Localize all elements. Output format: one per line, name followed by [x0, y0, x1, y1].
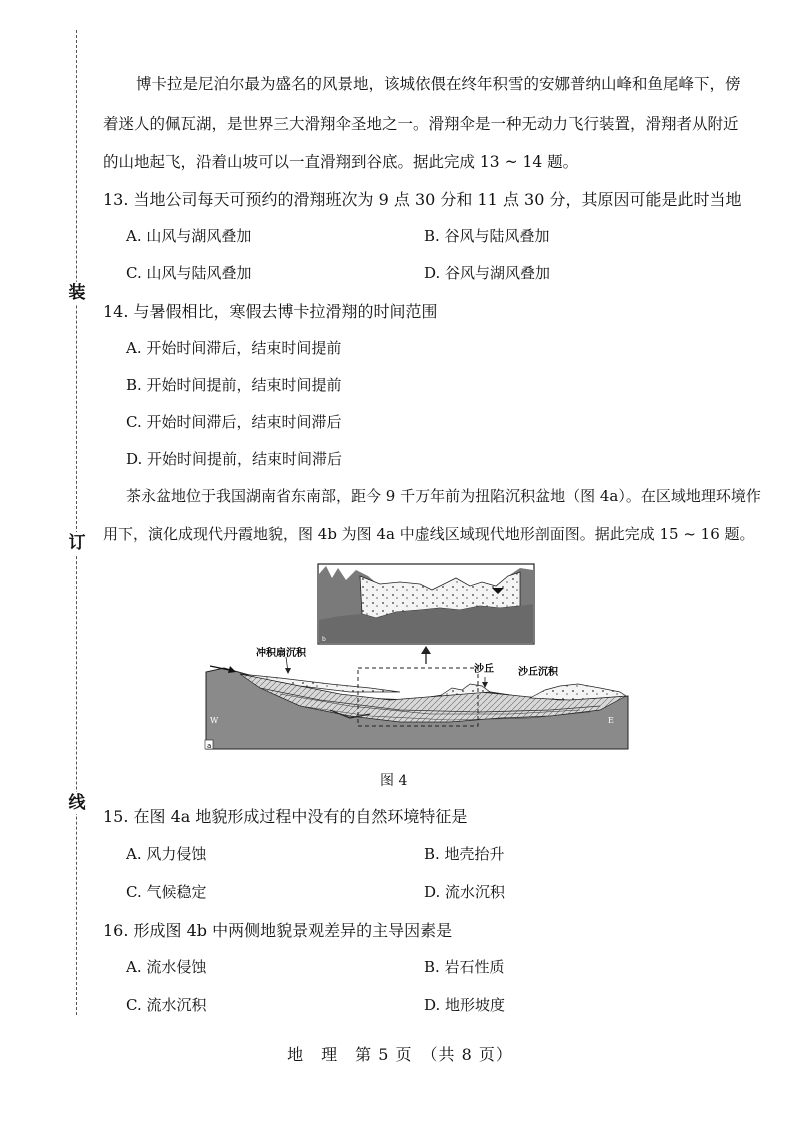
- passage1-line2: 着迷人的佩瓦湖，是世界三大滑翔伞圣地之一。滑翔伞是一种无动力飞行装置，滑翔者从附近: [103, 115, 739, 133]
- q13-option-d: D. 谷风与湖风叠加: [424, 264, 551, 282]
- passage1-line3: 的山地起飞，沿着山坡可以一直滑翔到谷底。据此完成 13 ~ 14 题。: [103, 153, 579, 171]
- binding-mark-xian: 线: [66, 792, 88, 814]
- label-dune-deposit: 沙丘沉积: [518, 667, 558, 678]
- q14-option-a: A. 开始时间滞后，结束时间提前: [126, 339, 342, 357]
- q15-stem: 15. 在图 4a 地貌形成过程中没有的自然环境特征是: [103, 807, 468, 826]
- q16-option-a: A. 流水侵蚀: [126, 958, 207, 976]
- q13-option-c: C. 山风与陆风叠加: [126, 264, 252, 282]
- q16-option-c: C. 流水沉积: [126, 996, 207, 1014]
- binding-mark-zhuang: 装: [66, 282, 88, 304]
- label-dune: 沙丘: [474, 664, 494, 675]
- q14-stem: 14. 与暑假相比，寒假去博卡拉滑翔的时间范围: [103, 302, 438, 321]
- q15-option-d: D. 流水沉积: [424, 883, 506, 901]
- q15-option-b: B. 地壳抬升: [424, 845, 505, 863]
- figure-4-diagram: [200, 560, 640, 760]
- figure-caption: 图 4: [380, 773, 408, 789]
- figure-4b-profile: [318, 564, 534, 644]
- q15-option-c: C. 气候稳定: [126, 883, 207, 901]
- q13-option-a: A. 山风与湖风叠加: [126, 227, 252, 245]
- page-footer: 地 理 第 5 页 （共 8 页）: [287, 1045, 513, 1064]
- q16-option-d: D. 地形坡度: [424, 996, 506, 1014]
- passage2-line2: 用下，演化成现代丹霞地貌，图 4b 为图 4a 中虚线区域现代地形剖面图。据此完成 15 ~ 16 题。: [103, 525, 755, 543]
- q14-option-c: C. 开始时间滞后，结束时间滞后: [126, 413, 342, 431]
- east-label: E: [608, 716, 614, 725]
- binding-mark-ding: 订: [66, 532, 88, 554]
- q13-stem: 13. 当地公司每天可预约的滑翔班次为 9 点 30 分和 11 点 30 分，其原因可能是此时当地: [103, 190, 742, 209]
- q13-option-b: B. 谷风与陆风叠加: [424, 227, 550, 245]
- q16-option-b: B. 岩石性质: [424, 958, 505, 976]
- passage1-line1: 博卡拉是尼泊尔最为盛名的风景地，该城依偎在终年积雪的安娜普纳山峰和鱼尾峰下，傍: [136, 75, 741, 93]
- q15-option-a: A. 风力侵蚀: [126, 845, 207, 863]
- q14-option-b: B. 开始时间提前，结束时间提前: [126, 376, 342, 394]
- q14-option-d: D. 开始时间提前，结束时间滞后: [126, 450, 343, 468]
- q16-stem: 16. 形成图 4b 中两侧地貌景观差异的主导因素是: [103, 921, 453, 940]
- panel-a-label: a: [207, 742, 212, 750]
- panel-b-label: b: [322, 636, 326, 643]
- west-label: W: [210, 716, 219, 725]
- figure-4a-basin: [205, 657, 629, 750]
- passage2-line1: 茶永盆地位于我国湖南省东南部，距今 9 千万年前为扭陷沉积盆地（图 4a）。在区域地理环境作: [126, 487, 761, 505]
- binding-dashed-line: [76, 30, 77, 1015]
- label-alluvial-fan: 冲积扇沉积: [256, 648, 306, 659]
